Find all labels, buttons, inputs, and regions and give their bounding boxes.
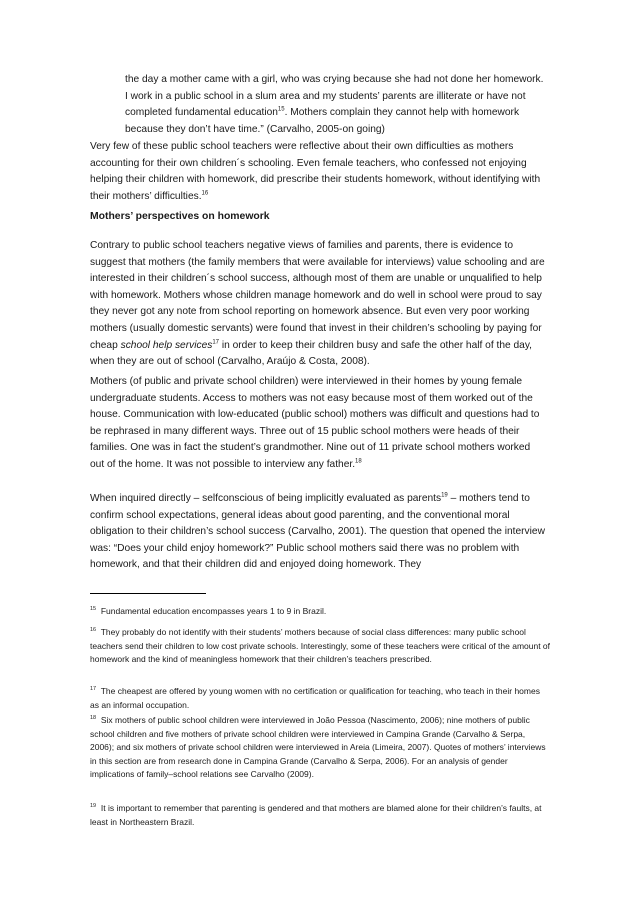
paragraph-text-part1: When inquired directly – selfconscious of being implicitly evaluated as parents	[90, 493, 442, 504]
section-heading: Mothers’ perspectives on homework	[90, 211, 270, 222]
footnote-number: 17	[90, 686, 97, 693]
footnote-number: 19	[90, 803, 97, 810]
paragraph-interviews	[90, 374, 546, 474]
footnote-separator	[90, 593, 206, 594]
footnote-17	[90, 685, 550, 712]
paragraph-text: Very few of these public school teachers were reflective about their own difficulties as mothers accounting for their own children´s schooling. Even female teachers, who confessed not enjoying helping their children with homework, did prescribe their students homework, without identifying with their mothers’ difficulties.	[90, 141, 541, 202]
emphasis-school-help-services: school help services	[120, 339, 213, 351]
paragraph-inquired	[90, 491, 546, 574]
paragraph-mothers-perspectives	[90, 238, 546, 371]
footnote-ref-19[interactable]: 19	[441, 492, 448, 499]
footnote-text: The cheapest are offered by young women with no certification or qualification for teaching, who teach in their homes as an informal occupation.	[90, 686, 540, 710]
footnote-number: 16	[90, 627, 97, 634]
footnote-text: They probably do not identify with their students’ mothers because of social class differences: many public school teachers send their children to low cost private schools. Interestingly, some of these teachers were critical of the amount of homework and the kind of meaningless homework that their children’s teachers prescribed.	[90, 627, 551, 665]
footnote-number: 15	[90, 606, 97, 613]
footnote-text: It is important to remember that parenting is gendered and that mothers are blamed alone for their children’s faults, at least in Northeastern Brazil.	[90, 803, 542, 827]
paragraph-text-part2: – mothers tend to confirm school expectations, general ideas about good parenting, and the conventional moral obligation to their children’s school success (Carvalho, 2001). The question that opened the interview was: “Does your child enjoy homework?” Public school mothers said there was no problem with homework, and that their children did and enjoyed doing homework. They	[90, 493, 545, 571]
footnote-number: 18	[90, 715, 97, 722]
paragraph-text: Mothers (of public and private school children) were interviewed in their homes by young female undergraduate students. Access to mothers was not easy because most of them worked out of the house. Communication with low-educated (public school) mothers was difficult and questions had to be rephrased in many different ways. Three out of 15 public school mothers were heads of their families. One was in fact the student’s grandmother. Nine out of 11 private school mothers worked out of the home. It was not possible to interview any father.	[90, 376, 540, 470]
paragraph-text-part2: in order to keep their children busy and safe the other half of the day, when they are out of school (Carvalho, Araújo & Costa, 2008).	[90, 339, 533, 368]
footnote-16	[90, 626, 550, 667]
footnote-15	[90, 605, 550, 619]
quote-text-part2: . Mothers complain they cannot help with homework because they don’t have time.” (Carvalho, 2005-on going)	[125, 107, 520, 135]
footnote-ref-17[interactable]: 17	[212, 339, 220, 346]
paragraph-teachers	[90, 139, 546, 205]
footnote-text: Fundamental education encompasses years 1 to 9 in Brazil.	[100, 606, 327, 616]
paragraph-text-part1: Contrary to public school teachers negative views of families and parents, there is evidence to suggest that mothers (the family members that were available for interviews) value schooling and are interested in their children´s school success, although most of them are unable or unqualified to help with homework. Mothers whose children manage homework and do well in school were proud to say they never got any note from school reporting on homework absence. But even very poor working mothers (usually domestic servants) were found that invest in their children’s schooling by paying for cheap	[90, 240, 545, 351]
footnote-18	[90, 714, 550, 782]
footnote-ref-18[interactable]: 18	[355, 458, 362, 465]
footnote-ref-16[interactable]: 16	[201, 190, 209, 197]
footnote-19	[90, 802, 550, 829]
footnote-ref-15[interactable]: 15	[277, 106, 285, 113]
block-quote	[125, 72, 545, 138]
footnote-text: Six mothers of public school children were interviewed in João Pessoa (Nascimento, 2006); nine mothers of public school children and five mothers of private school children were interviewed in Campina Grande (Carvalho & Serpa, 2006); and six mothers of private school children were interviewed in Areia (Limeira, 2007). Quotes of mothers’ interviews in this section are from research done in Campina Grande (Carvalho & Serpa, 2006). For an analysis of gender implications of family–school relations see Carvalho (2009).	[90, 715, 546, 780]
quote-text-part1: the day a mother came with a girl, who was crying because she had not done her homework. I work in a public school in a slum area and my students’ parents are illiterate or have not completed fundamental education	[125, 74, 544, 119]
